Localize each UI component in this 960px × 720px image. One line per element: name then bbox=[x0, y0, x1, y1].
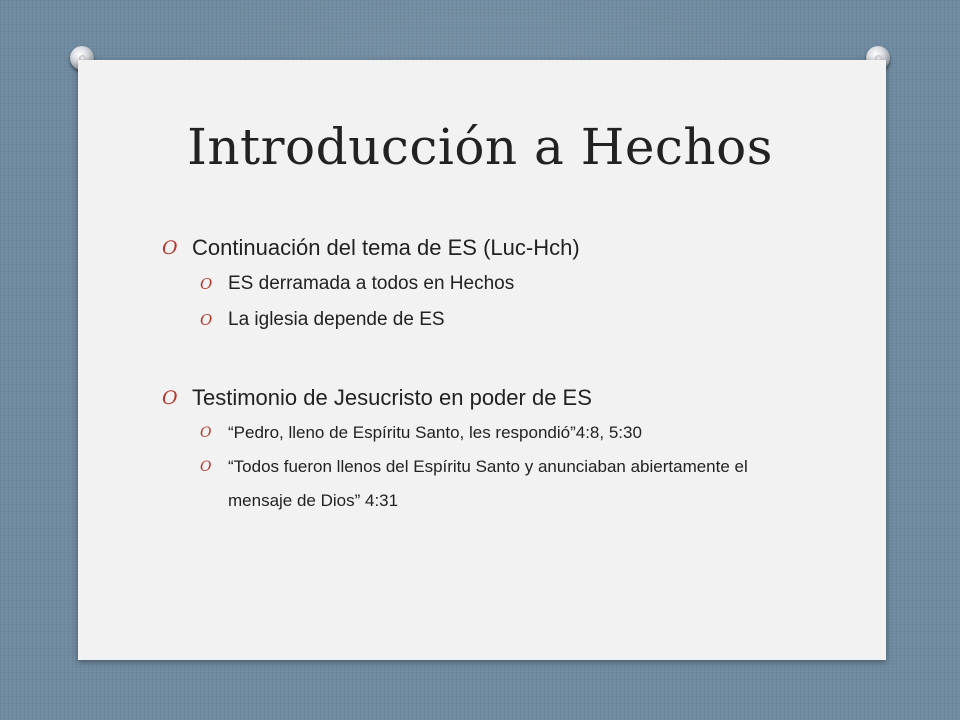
bullet-marker-icon: O bbox=[162, 387, 178, 409]
bullet-text: Testimonio de Jesucristo en poder de ES bbox=[192, 385, 592, 410]
sub-bullet-text: “Pedro, lleno de Espíritu Santo, les respondió”4:8, 5:30 bbox=[228, 423, 642, 442]
slide-title: Introducción a Hechos bbox=[187, 118, 773, 176]
bullet-marker-icon: O bbox=[200, 425, 212, 441]
bullet-marker-icon: O bbox=[162, 237, 178, 259]
sub-bullet-text: “Todos fueron llenos del Espíritu Santo y anunciaban abiertamente el mensaje de Dios” 4:31 bbox=[228, 457, 748, 510]
bullet-item bbox=[162, 380, 862, 416]
sub-bullet-item bbox=[162, 416, 862, 450]
bullet-marker-icon: O bbox=[200, 311, 213, 329]
bullet-item bbox=[162, 230, 862, 266]
bullet-text: Continuación del tema de ES (Luc-Hch) bbox=[192, 235, 580, 260]
sub-bullet-text: La iglesia depende de ES bbox=[228, 309, 445, 330]
sub-bullet-text: ES derramada a todos en Hechos bbox=[228, 273, 515, 294]
sub-bullet-item bbox=[162, 266, 862, 302]
sub-bullet-item bbox=[162, 450, 788, 518]
bullet-list bbox=[162, 230, 862, 518]
bullet-marker-icon: O bbox=[200, 459, 212, 475]
sub-bullet-item bbox=[162, 302, 862, 338]
bullet-marker-icon: O bbox=[200, 275, 213, 293]
